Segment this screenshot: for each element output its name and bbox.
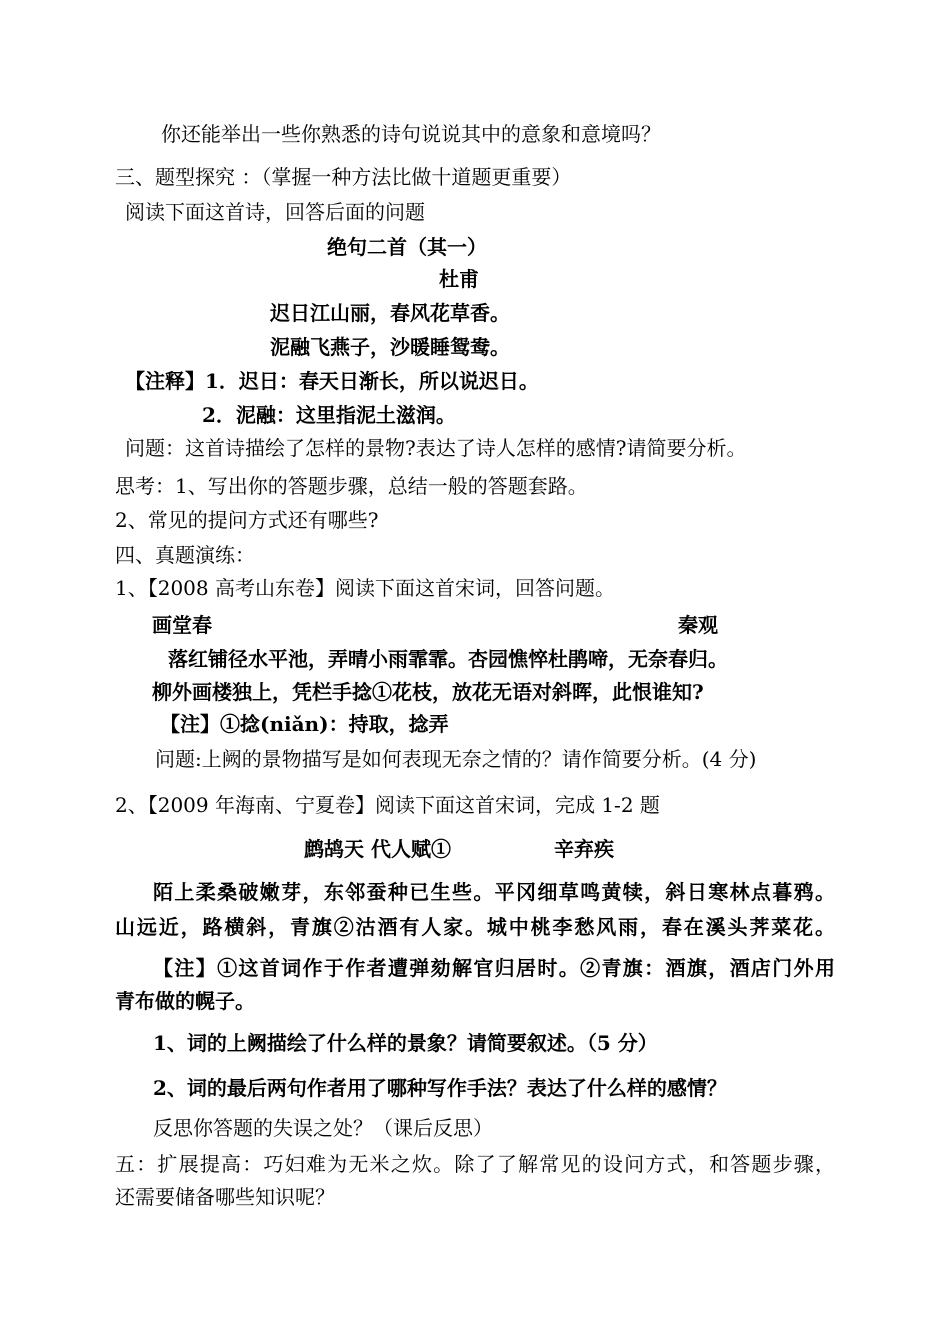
poem-line: 陌上柔桑破嫩芽，东邻蚕种已生些。平冈细草鸣黄犊，斜日寒林点暮鸦。	[153, 880, 835, 904]
text-line: 2、常见的提问方式还有哪些?	[115, 508, 379, 532]
text-line: 1、【2008 高考山东卷】阅读下面这首宋词，回答问题。	[115, 576, 615, 600]
annotation: 【注释】1．迟日：春天日渐长，所以说迟日。	[125, 369, 539, 393]
text-line: 反思你答题的失误之处？（课后反思）	[153, 1116, 493, 1140]
text-line: 还需要储备哪些知识呢？	[115, 1185, 335, 1209]
poem-line: 柳外画楼独上，凭栏手捻①花枝，放花无语对斜晖，此恨谁知?	[152, 680, 704, 704]
annotation: 【注】①这首词作于作者遭弹劾解官归居时。②青旗：酒旗，酒店门外用	[153, 956, 835, 980]
poem-line: 泥融飞燕子，沙暖睡鸳鸯。	[270, 335, 510, 359]
text-line: 2、【2009 年海南、宁夏卷】阅读下面这首宋词，完成 1-2 题	[115, 793, 660, 817]
poem-title: 绝句二首（其一）	[327, 235, 487, 259]
question-text: 1、词的上阙描绘了什么样的景象？请简要叙述。（5 分）	[153, 1031, 658, 1055]
poem-line: 山远近，路横斜，青旗②沽酒有人家。城中桃李愁风雨，春在溪头荠菜花。	[115, 915, 835, 939]
annotation: 【注】①捻(niǎn)：持取，捻弄	[160, 712, 449, 736]
section-heading: 五：扩展提高：巧妇难为无米之炊。除了了解常见的设问方式，和答题步骤，	[115, 1152, 835, 1176]
question-text: 问题:上阙的景物描写是如何表现无奈之情的？请作简要分析。(4 分)	[155, 747, 757, 771]
poem-line: 迟日江山丽，春风花草香。	[270, 301, 510, 325]
text-line: 思考：1、写出你的答题步骤，总结一般的答题套路。	[115, 474, 588, 498]
poem-author: 辛弃疾	[554, 837, 614, 861]
annotation: 青布做的幌子。	[115, 989, 255, 1013]
text-line: 阅读下面这首诗，回答后面的问题	[125, 200, 425, 224]
poem-title: 画堂春	[152, 613, 212, 637]
poem-title: 鹧鸪天 代人赋①	[304, 837, 451, 861]
poem-line: 落红铺径水平池，弄晴小雨霏霏。杏园憔悴杜鹃啼，无奈春归。	[168, 647, 728, 671]
question-text: 2、词的最后两句作者用了哪种写作手法？表达了什么样的感情？	[153, 1076, 727, 1100]
poem-author: 秦观	[678, 613, 718, 637]
poem-author: 杜甫	[439, 267, 479, 291]
text-line: 你还能举出一些你熟悉的诗句说说其中的意象和意境吗？	[161, 122, 661, 146]
section-heading: 三、题型探究 ：（掌握一种方法比做十道题更重要）	[115, 165, 572, 189]
annotation: 2．泥融：这里指泥土滋润。	[202, 403, 456, 427]
question-text: 问题：这首诗描绘了怎样的景物?表达了诗人怎样的感情?请简要分析。	[125, 436, 747, 460]
section-heading: 四、真题演练：	[115, 543, 255, 567]
